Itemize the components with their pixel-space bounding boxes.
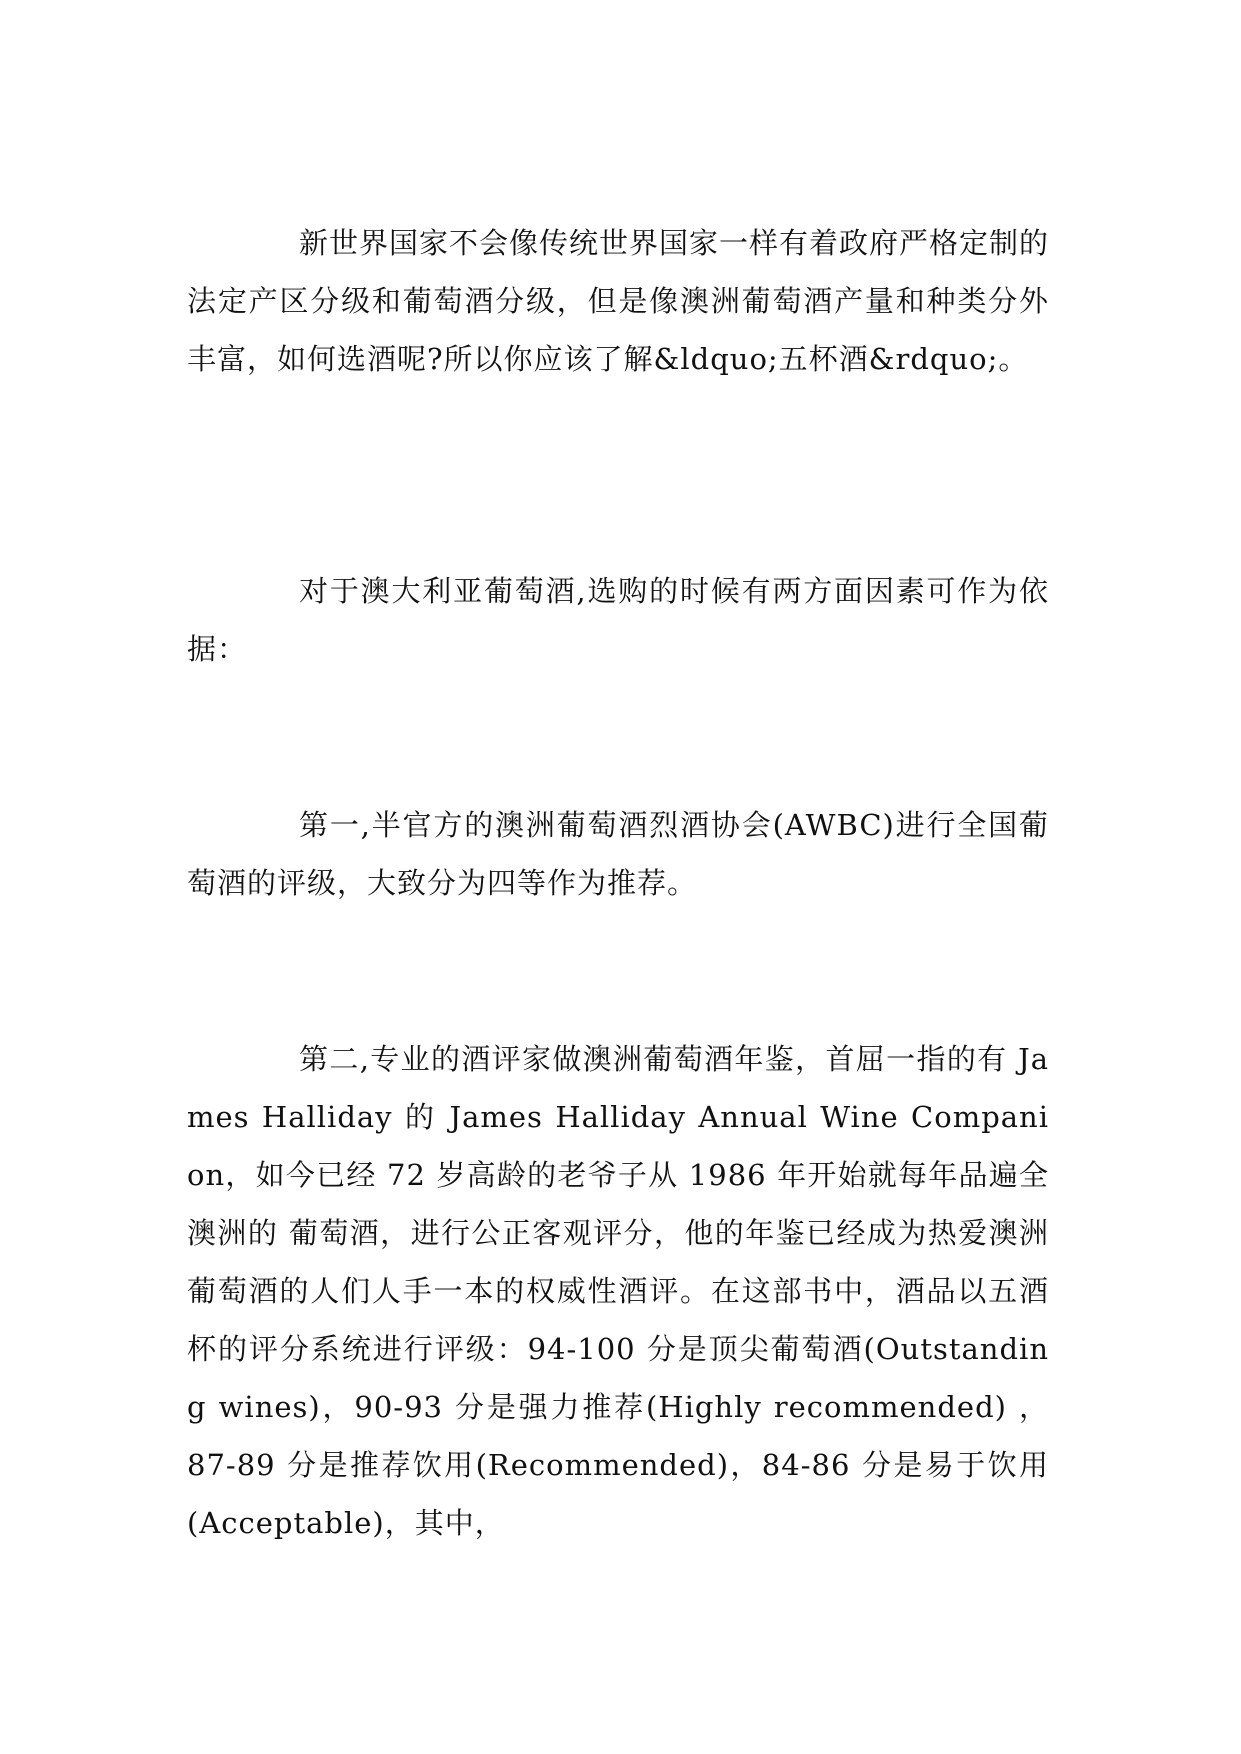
paragraph-awbc-rating: 第一,半官方的澳洲葡萄酒烈酒协会(AWBC)进行全国葡萄酒的评级，大致分为四等作为推荐。	[187, 808, 1049, 900]
paragraph-wine-selection-intro: 新世界国家不会像传统世界国家一样有着政府严格定制的法定产区分级和葡萄酒分级，但是像澳洲葡萄酒产量和种类分外丰富，如何选酒呢?所以你应该了解&ldquo;五杯酒&rdquo;。	[187, 226, 1050, 376]
paragraph-selection-basis: 对于澳大利亚葡萄酒,选购的时候有两方面因素可作为依据：	[187, 574, 1049, 666]
paragraph-halliday-companion: 第二,专业的酒评家做澳洲葡萄酒年鉴，首屈一指的有 James Halliday 的 James Halliday Annual Wine Companion，如今已经 72 岁高龄的老爷子从 1986 年开始就每年品遍全澳洲的 葡萄酒，进行公正客观评分，他的年鉴已经成为热爱澳洲葡萄酒的人们人手一本的权威性酒评。在这部书中，酒品以五酒杯的评分系统进行评级：94-100 分是顶尖葡萄酒(Outstanding wines)，90-93 分是强力推荐(Highly recommended) ， 87-89 分是推荐饮用(Recommended)，84-86 分是易于饮用(Acceptable)，其中，	[187, 1042, 1049, 1540]
